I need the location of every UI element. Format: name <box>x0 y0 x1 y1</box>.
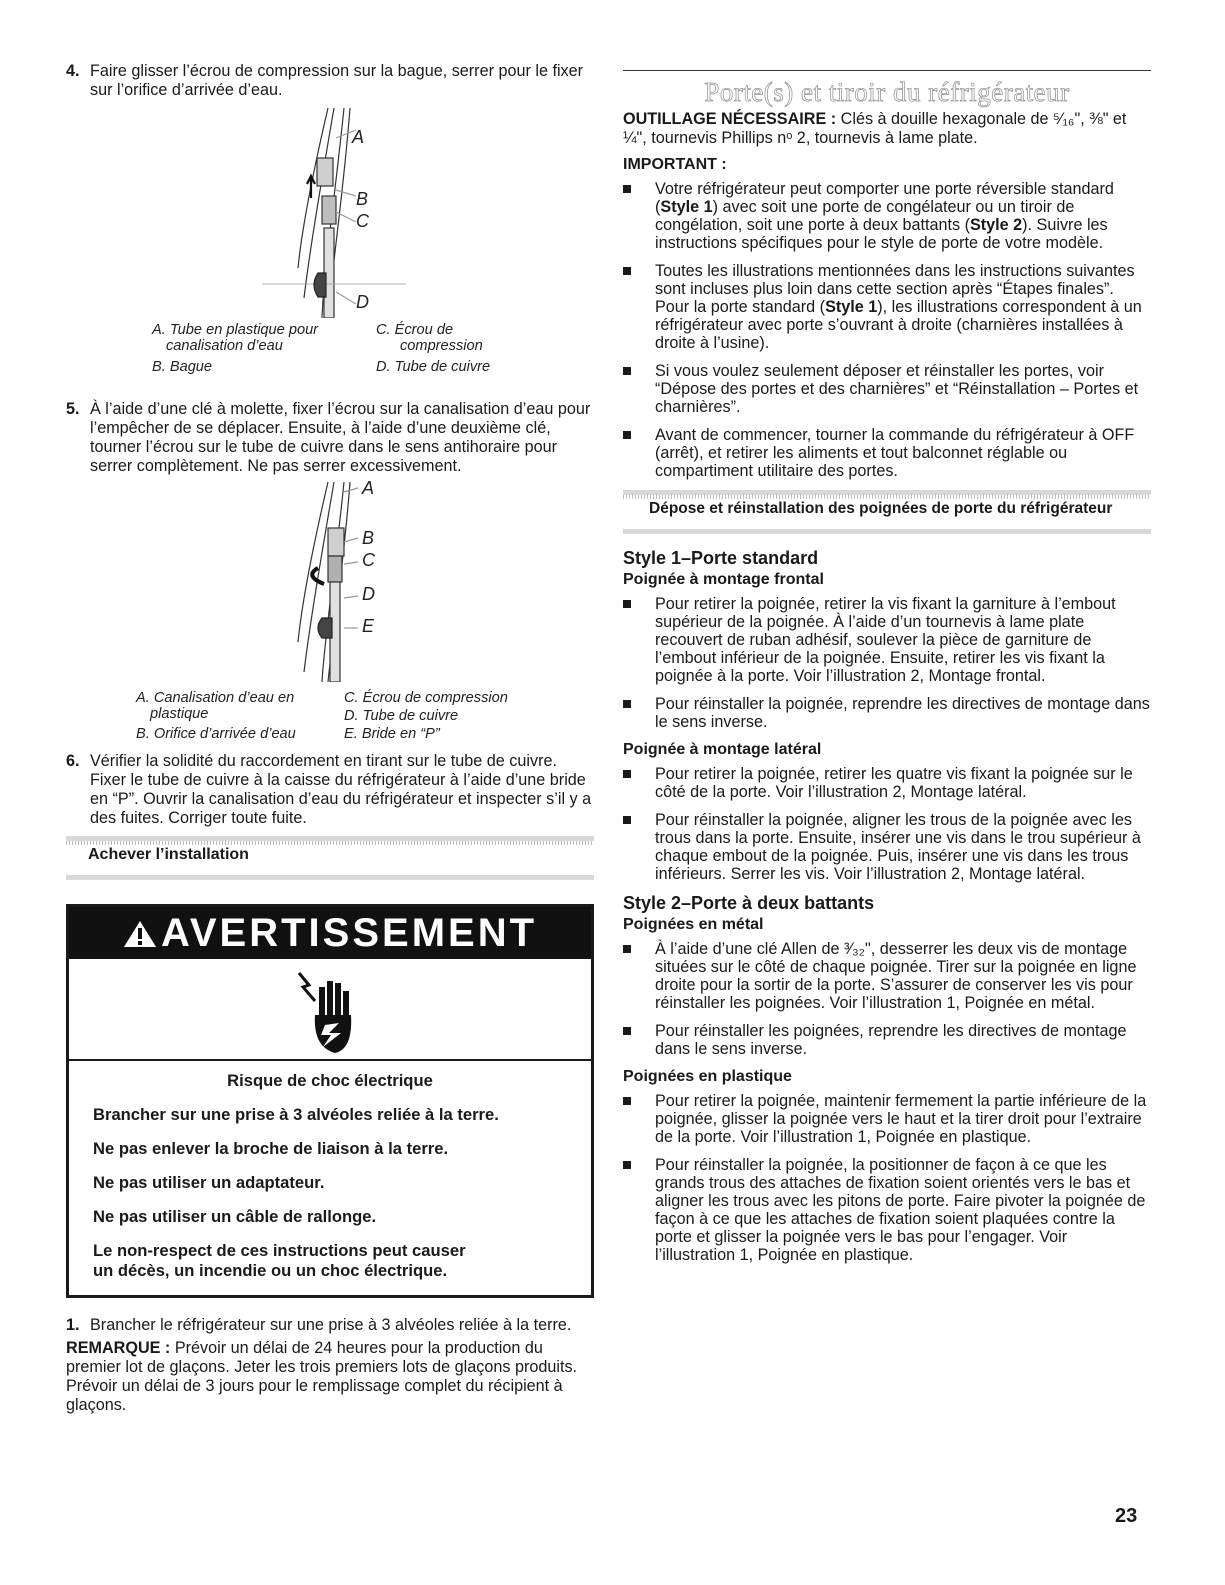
caption-d: D. Tube de cuivre <box>344 708 459 724</box>
warning-icon-row <box>69 959 591 1061</box>
callout-c: C <box>362 550 375 570</box>
caption-e: E. Bride en “P” <box>344 726 440 742</box>
step-1 <box>66 1316 594 1335</box>
right-column <box>623 70 1151 1274</box>
plastic-bullet: Pour retirer la poignée, maintenir fermement la partie inférieure de la poignée, glisser la poignée vers le haut et la tirer droit pour l’extraire de la porte. Voir l’illustration 1, Poignée en plastique. <box>623 1092 1151 1146</box>
step-number: 6. <box>66 752 80 770</box>
step-5 <box>66 400 594 476</box>
section-title: Achever l’installation <box>88 846 249 863</box>
important-bullet: Toutes les illustrations mentionnées dans les instructions suivantes sont incluses plus loin dans cette section après “Étapes finales”. Pour la porte standard (Style 1), les illustrations correspondent à un réfrigérateur avec porte s’ouvrant à droite (charnières installées à droite à l’usine). <box>623 262 1151 352</box>
important-bullet: Si vous voulez seulement déposer et réinstaller les portes, voir “Dépose des portes et des charnières” et “Réinstallation – Portes et charnières”. <box>623 362 1151 416</box>
plastic-bullet: Pour réinstaller la poignée, la positionner de façon à ce que les grands trous des attaches de fixation soient orientés vers le bas et aligner les trous avec les pitons de porte. Faire pivoter la poignée de façon à ce que les attaches de fixation soient plaquées contre la porte et glisser la poignée vers le bas pour l’engager. Voir l’illustration 1, Poignée en plastique. <box>623 1156 1151 1264</box>
figure-p-clamp <box>66 476 594 752</box>
warning-consequence: Le non-respect de ces instructions peut causer un décès, un incendie ou un choc électrique. <box>93 1241 466 1280</box>
callout-e: E <box>362 616 375 636</box>
metal-heading: Poignées en métal <box>623 916 764 933</box>
important-bullet: Votre réfrigérateur peut comporter une porte réversible standard (Style 1) avec soit une porte de congélateur ou un tiroir de congélation, soit une porte à deux battants (Style 2). Suivre les instructions spécifiques pour le style de porte de votre modèle. <box>623 180 1151 252</box>
important-bullet: Avant de commencer, tourner la commande du réfrigérateur à OFF (arrêt), et retirer les aliments et tout balconnet réglable ou compartiment utilitaire des portes. <box>623 426 1151 480</box>
callout-d: D <box>362 584 375 604</box>
step-number: 1. <box>66 1316 80 1334</box>
frontal-heading: Poignée à montage frontal <box>623 571 824 588</box>
caption-b: B. Bague <box>152 359 213 375</box>
p-clamp-illustration <box>66 482 594 682</box>
metal-bullet: Pour réinstaller les poignées, reprendre les directives de montage dans le sens inverse. <box>623 1022 1151 1058</box>
lateral-bullet: Pour retirer la poignée, retirer les quatre vis fixant la poignée sur le côté de la porte. Voir l’illustration 2, Montage latéral. <box>623 765 1151 801</box>
section-heading-bar <box>623 490 1151 534</box>
warning-body <box>69 1061 591 1295</box>
step-text: Vérifier la solidité du raccordement en tirant sur le tube de cuivre. Fixer le tube de cuivre à la caisse du réfrigérateur à l’aide d’une bride en “P”. Ouvrir la canalisation d’eau du réfrigérateur et inspecter s’il y a des fuites. Corriger toute fuite. <box>90 752 592 827</box>
step-4 <box>66 62 594 100</box>
electric-shock-hand-icon <box>295 967 359 1057</box>
frontal-bullet: Pour retirer la poignée, retirer la vis fixant la garniture à l’embout supérieur de la poignée. À l’aide d’un tournevis à lame plate recouvert de ruban adhésif, soulever la pièce de garniture de l’embout inférieur de la poignée. Ensuite, retirer les vis fixant la poignée à la porte. Voir l’illustration 2, Montage frontal. <box>623 595 1151 685</box>
style2-heading: Style 2–Porte à deux battants <box>623 893 875 913</box>
style1-heading: Style 1–Porte standard <box>623 548 819 568</box>
callout-b: B <box>356 189 369 209</box>
step-number: 4. <box>66 62 80 80</box>
warning-line: Ne pas utiliser un adaptateur. <box>93 1173 325 1192</box>
lateral-bullet: Pour réinstaller la poignée, aligner les trous de la poignée avec les trous dans la porte. Ensuite, insérer une vis dans le trou supérieur à chaque embout de la poignée. Puis, insérer une vis dans les trous inférieurs. Serrer les vis. Voir l’illustration 2, Montage latéral. <box>623 811 1151 883</box>
step-number: 5. <box>66 400 80 418</box>
step-text: Brancher le réfrigérateur sur une prise à 3 alvéoles reliée à la terre. <box>90 1316 572 1334</box>
left-column <box>66 62 594 1415</box>
caption-c: C. Écrou de compression <box>344 690 508 706</box>
remarque-note: REMARQUE : Prévoir un délai de 24 heures pour la production du premier lot de glaçons. Jeter les trois premiers lots de glaçons produits. Prévoir un délai de 3 jours pour le remplissage complet du récipient à glaçons. <box>66 1339 578 1414</box>
callout-c: C <box>356 211 369 231</box>
metal-bullet: À l’aide d’une clé Allen de ³⁄₃₂", desserrer les deux vis de montage situées sur le côté de chaque poignée. Tirer sur la poignée en ligne droite pour la sortir de la porte. S’assurer de conserver les vis pour réinstaller les poignées. Voir l’illustration 1, Poignée en métal. <box>623 940 1151 1012</box>
callout-b: B <box>362 528 375 548</box>
caption-c: C. Écrou de compression <box>376 322 483 354</box>
callout-d: D <box>356 292 369 312</box>
caption-b: B. Orifice d’arrivée d’eau <box>136 726 296 742</box>
section-heading-bar <box>66 836 594 880</box>
tools-required: OUTILLAGE NÉCESSAIRE : Clés à douille hexagonale de ⁵⁄₁₆", ⅜" et ¼", tournevis Phillips nᵒ 2, tournevis à lame plate. <box>623 110 1127 147</box>
page-number: 23 <box>1115 1505 1138 1527</box>
compression-fitting-illustration <box>66 108 594 318</box>
warning-box <box>66 904 594 1298</box>
warning-line: Brancher sur une prise à 3 alvéoles reliée à la terre. <box>93 1105 499 1124</box>
step-6 <box>66 752 594 828</box>
plastic-heading: Poignées en plastique <box>623 1068 792 1085</box>
caption-a: A. Tube en plastique pour canalisation d’eau <box>152 322 319 354</box>
warning-line: Ne pas utiliser un câble de rallonge. <box>93 1207 377 1226</box>
step-text: À l’aide d’une clé à molette, fixer l’écrou sur la canalisation d’eau pour l’empêcher de se déplacer. Ensuite, à l’aide d’une deuxième clé, tourner l’écrou sur le tube de cuivre dans le sens antihoraire pour serrer complètement. Ne pas serrer excessivement. <box>90 400 591 475</box>
figure-compression-nut <box>66 100 594 400</box>
section-title: Dépose et réinstallation des poignées de porte du réfrigérateur <box>649 500 1113 517</box>
important-heading: IMPORTANT : <box>623 156 727 173</box>
warning-line: Ne pas enlever la broche de liaison à la terre. <box>93 1139 449 1158</box>
callout-a: A <box>362 478 375 498</box>
caption-d: D. Tube de cuivre <box>376 359 491 375</box>
lateral-heading: Poignée à montage latéral <box>623 741 822 758</box>
callout-a: A <box>352 127 365 147</box>
frontal-bullet: Pour réinstaller la poignée, reprendre les directives de montage dans le sens inverse. <box>623 695 1151 731</box>
section-main-title: Porte(s) et tiroir du réfrigérateur <box>704 77 1070 107</box>
warning-triangle-icon <box>123 919 157 949</box>
title-rule <box>623 70 1151 71</box>
caption-a: A. Canalisation d’eau en plastique <box>136 690 295 722</box>
step-text: Faire glisser l’écrou de compression sur la bague, serrer pour le fixer sur l’orifice d’arrivée d’eau. <box>90 62 584 99</box>
warning-risk: Risque de choc électrique <box>227 1071 433 1090</box>
warning-header: AVERTISSEMENT <box>69 907 591 959</box>
